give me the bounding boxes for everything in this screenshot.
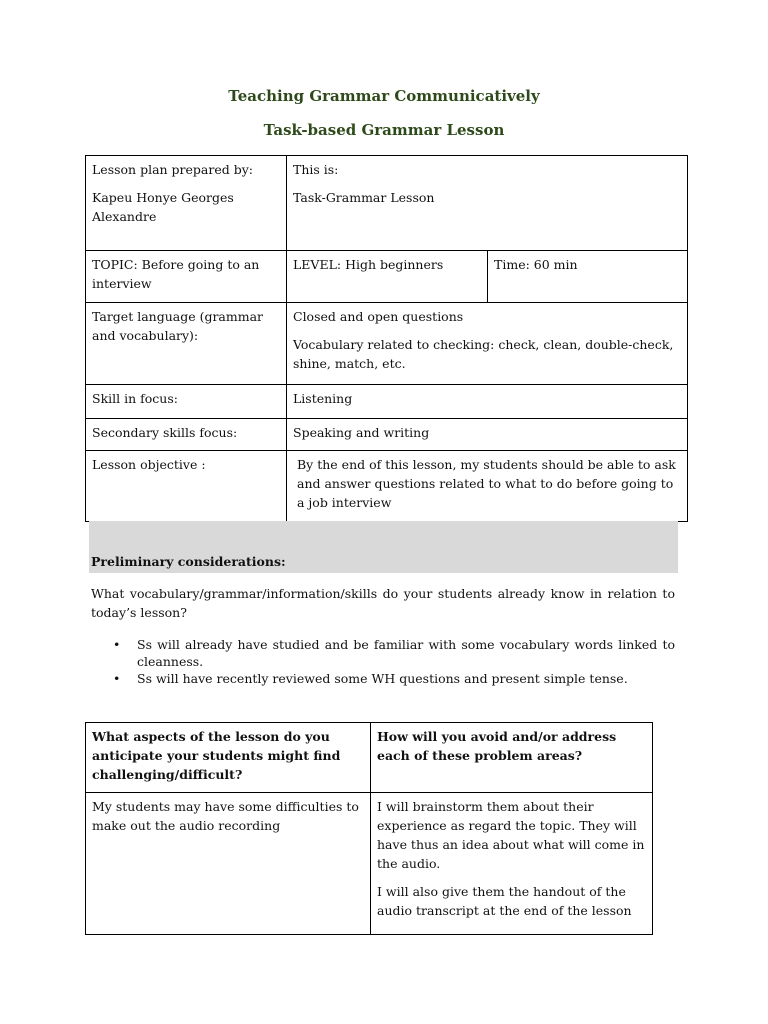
challenge-cell: My students may have some difficulties to make out the audio recording [86,793,371,935]
challenges-table [85,722,653,935]
solution-brainstorm: I will brainstorm them about their experience as regard the topic. They will have thus an idea about what will come in the audio. [377,799,645,871]
target-language-cell [287,303,688,385]
lesson-type-value: Task-Grammar Lesson [293,190,435,205]
prior-knowledge-list [91,636,675,687]
secondary-skills-label: Secondary skills focus: [86,419,287,451]
secondary-skills-value: Speaking and writing [287,419,688,451]
challenges-header: What aspects of the lesson do you anticipate your students might find challenging/difficult? [86,723,371,793]
table-row [86,385,688,419]
table-row [86,251,688,303]
table-row [86,303,688,385]
lesson-objective-label: Lesson objective : [86,451,287,522]
table-row [86,156,688,251]
bullet-icon: • [113,671,121,686]
lesson-type-cell [287,156,688,251]
list-item [91,670,675,687]
solution-handout: I will also give them the handout of the audio transcript at the end of the lesson [377,884,632,918]
table-row [86,451,688,522]
prepared-by-label: Lesson plan prepared by: [92,162,254,177]
solution-cell [371,793,653,935]
skill-focus-label: Skill in focus: [86,385,287,419]
solutions-header: How will you avoid and/or address each of these problem areas? [371,723,653,793]
author-name: Kapeu Honye Georges Alexandre [92,190,234,224]
target-language-grammar: Closed and open questions [293,309,464,324]
target-language-label: Target language (grammar and vocabulary): [86,303,287,385]
document-subtitle: Task-based Grammar Lesson [263,121,505,139]
document-title: Teaching Grammar Communicatively [228,87,540,105]
table-row [86,419,688,451]
skill-focus-value: Listening [287,385,688,419]
level-cell: LEVEL: High beginners [287,251,488,303]
lesson-type-label: This is: [293,162,339,177]
list-item-text: Ss will already have studied and be familiar with some vocabulary words linked to cleanness. [137,637,675,669]
target-language-vocabulary: Vocabulary related to checking: check, clean, double-check, shine, match, etc. [293,337,674,371]
topic-cell: TOPIC: Before going to an interview [86,251,287,303]
time-cell: Time: 60 min [488,251,688,303]
prepared-by-cell [86,156,287,251]
table-row [86,723,653,793]
list-item [91,636,675,670]
lesson-plan-table [85,155,688,522]
list-item-text: Ss will have recently reviewed some WH questions and present simple tense. [137,671,628,686]
lesson-objective-value: By the end of this lesson, my students should be able to ask and answer questions related to what to do before going to a job interview [287,451,688,522]
preliminary-considerations-heading: Preliminary considerations: [91,554,286,569]
bullet-icon: • [113,637,121,652]
table-row [86,793,653,935]
preliminary-question: What vocabulary/grammar/information/skills do your students already know in relation to today’s lesson? [91,586,675,620]
